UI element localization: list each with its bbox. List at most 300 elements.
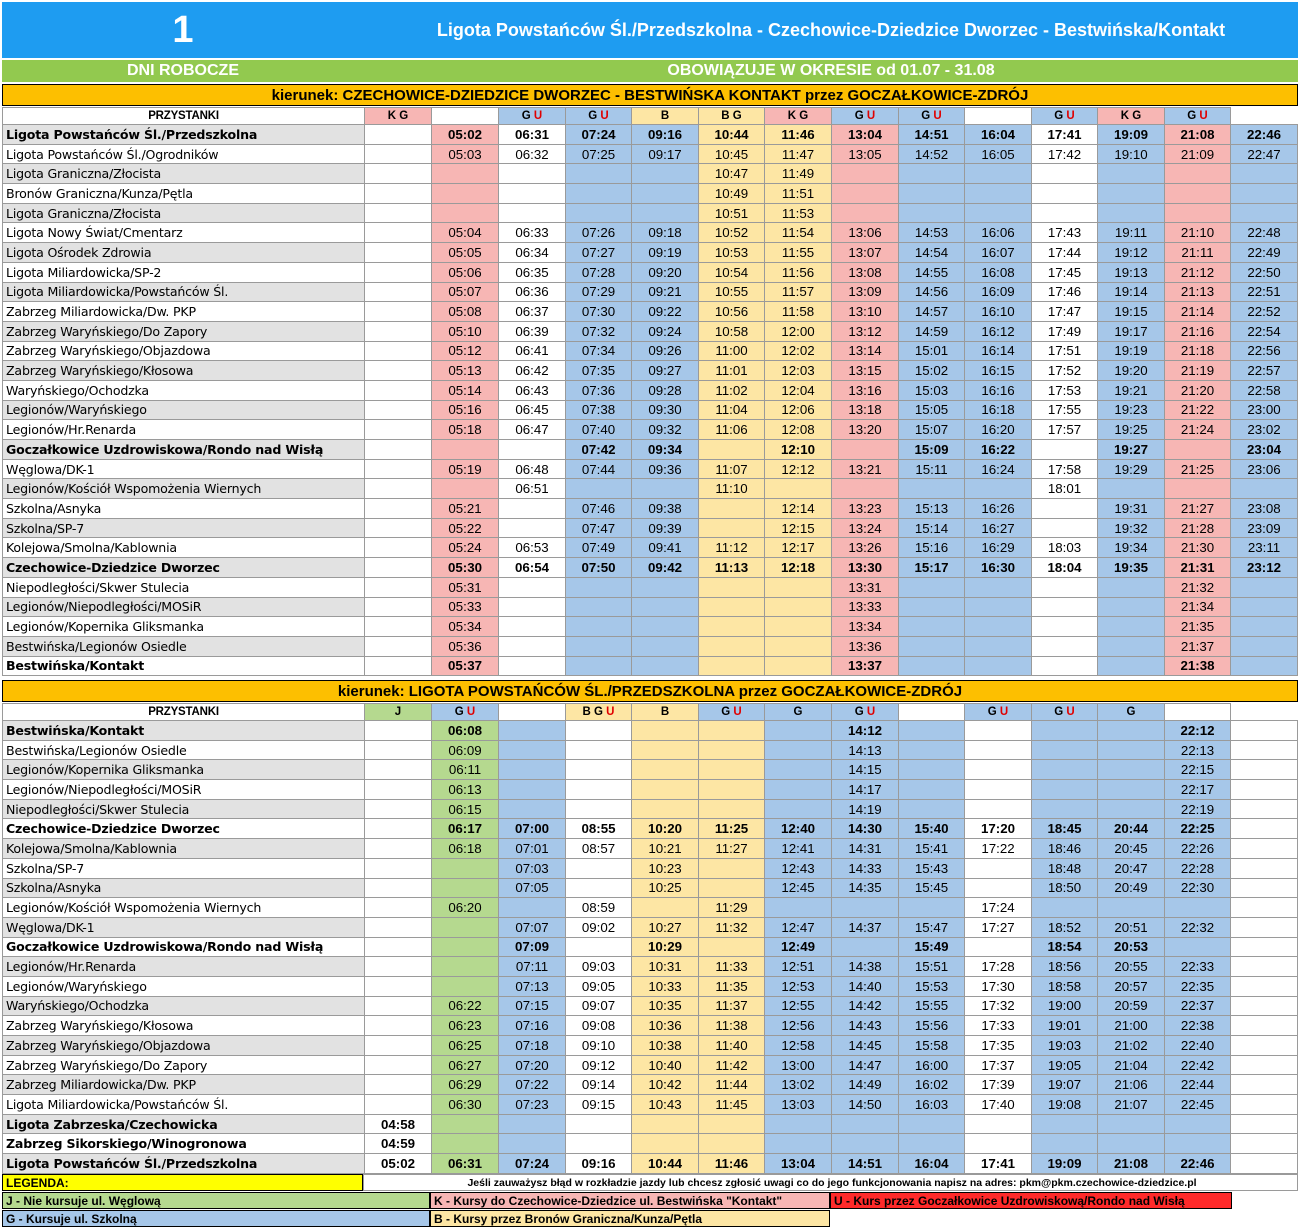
departure-time: 22:48 [1231, 223, 1298, 243]
stop-name: Niepodległości/Skwer Stulecia [3, 577, 365, 597]
departure-time: 19:31 [1098, 499, 1165, 519]
departure-time: 12:00 [765, 321, 832, 341]
departure-time: 19:09 [1098, 125, 1165, 145]
departure-time [1032, 164, 1098, 184]
departure-time: 09:15 [566, 1095, 632, 1115]
departure-time [365, 262, 432, 282]
departure-time: 06:42 [499, 361, 566, 381]
departure-time [1098, 799, 1165, 819]
departure-time [1098, 479, 1165, 499]
departure-time: 21:10 [1165, 223, 1231, 243]
departure-time [499, 617, 566, 637]
departure-time [632, 1134, 699, 1154]
dir1-row [3, 459, 1298, 479]
departure-time: 16:24 [965, 459, 1032, 479]
subheader [2, 60, 1298, 82]
departure-time [632, 184, 699, 204]
departure-time: 19:14 [1098, 282, 1165, 302]
departure-time: 12:10 [765, 440, 832, 460]
course-marker-label: G [987, 706, 997, 718]
dir1-row [3, 617, 1298, 637]
dir2-course-marker [365, 704, 432, 721]
departure-time: 19:01 [1032, 1016, 1098, 1036]
departure-time [1098, 184, 1165, 204]
departure-time: 11:49 [765, 164, 832, 184]
departure-time: 11:02 [699, 380, 765, 400]
departure-time: 20:44 [1098, 819, 1165, 839]
departure-time: 17:28 [965, 957, 1032, 977]
departure-time [699, 780, 765, 800]
departure-time: 23:04 [1231, 440, 1298, 460]
departure-time [899, 780, 965, 800]
course-marker-u: U [863, 706, 876, 718]
departure-time: 10:43 [632, 1095, 699, 1115]
departure-time: 19:09 [1032, 1154, 1098, 1174]
departure-time: 06:34 [499, 243, 566, 263]
dir1-row [3, 223, 1298, 243]
departure-time [1231, 656, 1298, 676]
departure-time: 14:56 [899, 282, 965, 302]
departure-time: 09:27 [632, 361, 699, 381]
departure-time [365, 799, 432, 819]
departure-time [365, 937, 432, 957]
departure-time: 21:09 [1165, 144, 1231, 164]
departure-time [765, 780, 832, 800]
direction-1-title: kierunek: CZECHOWICE-DZIEDZICE DWORZEC - BESTWIŃSKA KONTAKT przez GOCZAŁKOWICE-ZDRÓJ [2, 84, 1298, 106]
departure-time: 14:17 [832, 780, 899, 800]
departure-time: 15:05 [899, 400, 965, 420]
stop-name: Legionów/Kopernika Gliksmanka [3, 617, 365, 637]
departure-time: 11:38 [699, 1016, 765, 1036]
departure-time [1165, 203, 1231, 223]
dir1-course-marker [566, 108, 632, 125]
departure-time: 11:13 [699, 558, 765, 578]
stop-name: Bronów Graniczna/Kunza/Pętla [3, 184, 365, 204]
departure-time [632, 760, 699, 780]
departure-time: 14:40 [832, 976, 899, 996]
departure-time: 16:14 [965, 341, 1032, 361]
departure-time: 13:14 [832, 341, 899, 361]
legend-u: U - Kurs przez Goczałkowice Uzdrowiskową/Rondo nad Wisłą [830, 1192, 1232, 1209]
departure-time: 17:52 [1032, 361, 1098, 381]
legend-j: J - Nie kursuje ul. Węglową [2, 1192, 430, 1209]
departure-time: 13:18 [832, 400, 899, 420]
course-marker-u: U [1196, 110, 1208, 122]
departure-time [365, 538, 432, 558]
course-marker-u: U [602, 706, 615, 718]
departure-time: 22:13 [1165, 740, 1231, 760]
departure-time [365, 898, 432, 918]
departure-time: 05:05 [432, 243, 499, 263]
departure-time: 17:41 [1032, 125, 1098, 145]
dir2-course-marker [832, 704, 899, 721]
departure-time [765, 656, 832, 676]
departure-time: 09:20 [632, 262, 699, 282]
departure-time: 05:07 [432, 282, 499, 302]
departure-time: 11:58 [765, 302, 832, 322]
dir1-course-marker [832, 108, 899, 125]
departure-time [365, 740, 432, 760]
dir2-row [3, 819, 1298, 839]
departure-time: 21:19 [1165, 361, 1231, 381]
stop-name: Ligota Zabrzeska/Czechowicka [3, 1114, 365, 1134]
departure-time [1231, 636, 1298, 656]
departure-time: 09:36 [632, 459, 699, 479]
departure-time [899, 1114, 965, 1134]
departure-time [832, 1134, 899, 1154]
departure-time: 06:48 [499, 459, 566, 479]
dir1-row [3, 144, 1298, 164]
dir2-stops-header: PRZYSTANKI [3, 704, 365, 721]
departure-time: 21:20 [1165, 380, 1231, 400]
departure-time: 06:45 [499, 400, 566, 420]
departure-time [566, 799, 632, 819]
departure-time: 22:47 [1231, 144, 1298, 164]
departure-time: 12:45 [765, 878, 832, 898]
departure-time [965, 577, 1032, 597]
departure-time: 09:39 [632, 518, 699, 538]
departure-time: 11:29 [699, 898, 765, 918]
dir1-row [3, 262, 1298, 282]
departure-time [499, 164, 566, 184]
stop-name: Legionów/Waryńskiego [3, 976, 365, 996]
timetable-direction-1 [2, 107, 1298, 676]
departure-time: 22:46 [1231, 125, 1298, 145]
departure-time: 17:30 [965, 976, 1032, 996]
departure-time [432, 937, 499, 957]
dir1-row [3, 341, 1298, 361]
departure-time [1098, 1134, 1165, 1154]
departure-time [899, 740, 965, 760]
departure-time [1231, 937, 1298, 957]
departure-time: 13:33 [832, 597, 899, 617]
departure-time [832, 937, 899, 957]
departure-time: 18:03 [1032, 538, 1098, 558]
departure-time [365, 878, 432, 898]
departure-time [899, 636, 965, 656]
departure-time: 16:12 [965, 321, 1032, 341]
departure-time: 11:44 [699, 1075, 765, 1095]
departure-time [499, 780, 566, 800]
departure-time [1231, 164, 1298, 184]
departure-time: 15:02 [899, 361, 965, 381]
departure-time: 11:10 [699, 479, 765, 499]
departure-time: 21:22 [1165, 400, 1231, 420]
departure-time: 18:54 [1032, 937, 1098, 957]
departure-time: 14:30 [832, 819, 899, 839]
dir2-row [3, 740, 1298, 760]
departure-time: 13:09 [832, 282, 899, 302]
departure-time: 09:26 [632, 341, 699, 361]
departure-time: 22:54 [1231, 321, 1298, 341]
departure-time [1032, 184, 1098, 204]
departure-time: 22:56 [1231, 341, 1298, 361]
departure-time: 11:12 [699, 538, 765, 558]
departure-time: 13:16 [832, 380, 899, 400]
dir2-row [3, 1055, 1298, 1075]
stop-name: Węglowa/DK-1 [3, 459, 365, 479]
departure-time [699, 937, 765, 957]
dir2-row [3, 1134, 1298, 1154]
departure-time: 22:19 [1165, 799, 1231, 819]
departure-time [832, 203, 899, 223]
departure-time [365, 125, 432, 145]
departure-time: 15:14 [899, 518, 965, 538]
departure-time: 22:30 [1165, 878, 1231, 898]
departure-time: 20:53 [1098, 937, 1165, 957]
departure-time: 12:02 [765, 341, 832, 361]
departure-time: 07:18 [499, 1036, 566, 1056]
departure-time: 21:02 [1098, 1036, 1165, 1056]
departure-time: 11:47 [765, 144, 832, 164]
departure-time: 22:26 [1165, 839, 1231, 859]
course-marker-u: U [597, 110, 609, 122]
dir1-course-marker [965, 108, 1032, 125]
departure-time: 13:06 [832, 223, 899, 243]
departure-time: 12:41 [765, 839, 832, 859]
departure-time [632, 597, 699, 617]
departure-time [365, 144, 432, 164]
departure-time [1032, 780, 1098, 800]
dir1-row [3, 420, 1298, 440]
departure-time: 14:54 [899, 243, 965, 263]
departure-time: 07:00 [499, 819, 566, 839]
departure-time: 21:18 [1165, 341, 1231, 361]
departure-time: 19:27 [1098, 440, 1165, 460]
departure-time: 15:07 [899, 420, 965, 440]
departure-time: 07:40 [566, 420, 632, 440]
dir2-row [3, 1075, 1298, 1095]
departure-time: 07:07 [499, 917, 566, 937]
departure-time [899, 577, 965, 597]
departure-time: 06:39 [499, 321, 566, 341]
departure-time [566, 858, 632, 878]
departure-time [965, 1114, 1032, 1134]
departure-time [1098, 617, 1165, 637]
departure-time: 11:04 [699, 400, 765, 420]
departure-time: 13:34 [832, 617, 899, 637]
departure-time: 19:15 [1098, 302, 1165, 322]
departure-time [899, 656, 965, 676]
departure-time: 17:42 [1032, 144, 1098, 164]
departure-time: 14:33 [832, 858, 899, 878]
departure-time: 17:58 [1032, 459, 1098, 479]
departure-time [899, 479, 965, 499]
dir1-course-marker [632, 108, 699, 125]
departure-time: 22:12 [1165, 721, 1231, 741]
departure-time: 11:27 [699, 839, 765, 859]
departure-time [499, 203, 566, 223]
departure-time: 22:45 [1165, 1095, 1231, 1115]
stop-name: Bestwińska/Kontakt [3, 721, 365, 741]
departure-time: 23:02 [1231, 420, 1298, 440]
course-marker-label: G [1054, 706, 1064, 718]
stop-name: Ligota Miliardowicka/Powstańców Śl. [3, 282, 365, 302]
departure-time: 19:35 [1098, 558, 1165, 578]
departure-time: 05:30 [432, 558, 499, 578]
departure-time: 18:56 [1032, 957, 1098, 977]
stop-name: Ligota Miliardowicka/SP-2 [3, 262, 365, 282]
stop-name: Waryńskiego/Ochodzka [3, 996, 365, 1016]
departure-time: 22:44 [1165, 1075, 1231, 1095]
dir2-row [3, 1036, 1298, 1056]
departure-time: 07:24 [566, 125, 632, 145]
departure-time: 09:16 [566, 1154, 632, 1174]
departure-time: 14:47 [832, 1055, 899, 1075]
departure-time: 06:11 [432, 760, 499, 780]
dir2-row [3, 1114, 1298, 1134]
stop-name: Bestwińska/Legionów Osiedle [3, 636, 365, 656]
departure-time: 10:44 [699, 125, 765, 145]
departure-time [832, 479, 899, 499]
dir2-course-marker [499, 704, 566, 721]
departure-time [1032, 760, 1098, 780]
departure-time: 05:19 [432, 459, 499, 479]
departure-time [965, 617, 1032, 637]
departure-time: 10:38 [632, 1036, 699, 1056]
departure-time [365, 459, 432, 479]
departure-time: 19:13 [1098, 262, 1165, 282]
departure-time: 16:15 [965, 361, 1032, 381]
departure-time [965, 184, 1032, 204]
departure-time: 13:00 [765, 1055, 832, 1075]
stop-name: Szkolna/Asnyka [3, 878, 365, 898]
dir2-row [3, 839, 1298, 859]
departure-time: 12:40 [765, 819, 832, 839]
departure-time [965, 780, 1032, 800]
departure-time: 06:13 [432, 780, 499, 800]
dir2-row [3, 760, 1298, 780]
dir1-row [3, 479, 1298, 499]
departure-time: 20:47 [1098, 858, 1165, 878]
dir1-row [3, 577, 1298, 597]
departure-time [632, 577, 699, 597]
dir1-stops-header: PRZYSTANKI [3, 108, 365, 125]
departure-time: 07:34 [566, 341, 632, 361]
departure-time: 07:50 [566, 558, 632, 578]
departure-time [499, 740, 566, 760]
departure-time: 11:53 [765, 203, 832, 223]
stop-name: Ligota Powstańców Śl./Przedszkolna [3, 125, 365, 145]
departure-time: 06:47 [499, 420, 566, 440]
departure-time: 06:09 [432, 740, 499, 760]
departure-time: 06:51 [499, 479, 566, 499]
departure-time: 17:43 [1032, 223, 1098, 243]
departure-time [365, 341, 432, 361]
dir1-course-marker [1032, 108, 1098, 125]
departure-time: 13:30 [832, 558, 899, 578]
departure-time [699, 656, 765, 676]
departure-time [365, 400, 432, 420]
direction-2-title: kierunek: LIGOTA POWSTAŃCÓW ŚL./PRZEDSZKOLNA przez GOCZAŁKOWICE-ZDRÓJ [2, 680, 1298, 702]
dir1-row [3, 538, 1298, 558]
departure-time [432, 440, 499, 460]
legend-k: K - Kursy do Czechowice-Dziedzice ul. Bestwińska "Kontakt" [430, 1192, 830, 1209]
departure-time: 07:24 [499, 1154, 566, 1174]
departure-time: 09:02 [566, 917, 632, 937]
departure-time: 21:08 [1165, 125, 1231, 145]
dir1-row [3, 400, 1298, 420]
departure-time: 11:33 [699, 957, 765, 977]
departure-time: 07:15 [499, 996, 566, 1016]
departure-time: 10:44 [632, 1154, 699, 1174]
departure-time [1231, 1075, 1298, 1095]
departure-time: 07:44 [566, 459, 632, 479]
departure-time [965, 636, 1032, 656]
departure-time [365, 361, 432, 381]
departure-time: 16:05 [965, 144, 1032, 164]
departure-time [1231, 1154, 1298, 1174]
stop-name: Bestwińska/Legionów Osiedle [3, 740, 365, 760]
departure-time: 13:31 [832, 577, 899, 597]
dir1-row [3, 321, 1298, 341]
departure-time: 15:41 [899, 839, 965, 859]
departure-time: 14:52 [899, 144, 965, 164]
departure-time [1231, 1036, 1298, 1056]
course-marker-u: U [530, 110, 543, 122]
departure-time: 21:31 [1165, 558, 1231, 578]
departure-time [965, 721, 1032, 741]
departure-time: 20:57 [1098, 976, 1165, 996]
departure-time [432, 164, 499, 184]
departure-time: 14:51 [899, 125, 965, 145]
departure-time [365, 721, 432, 741]
departure-time: 11:37 [699, 996, 765, 1016]
departure-time: 09:19 [632, 243, 699, 263]
departure-time [899, 799, 965, 819]
departure-time: 20:55 [1098, 957, 1165, 977]
departure-time [365, 479, 432, 499]
departure-time: 16:08 [965, 262, 1032, 282]
departure-time: 11:00 [699, 341, 765, 361]
departure-time: 16:27 [965, 518, 1032, 538]
departure-time: 15:01 [899, 341, 965, 361]
departure-time: 17:35 [965, 1036, 1032, 1056]
departure-time: 14:42 [832, 996, 899, 1016]
stop-name: Legionów/Waryńskiego [3, 400, 365, 420]
departure-time: 10:20 [632, 819, 699, 839]
departure-time: 19:25 [1098, 420, 1165, 440]
departure-time [832, 1114, 899, 1134]
departure-time: 12:14 [765, 499, 832, 519]
stop-name: Goczałkowice Uzdrowiskowa/Rondo nad Wisłą [3, 440, 365, 460]
departure-time: 05:04 [432, 223, 499, 243]
departure-time: 16:04 [965, 125, 1032, 145]
departure-time [1098, 898, 1165, 918]
departure-time [1231, 1095, 1298, 1115]
departure-time [632, 656, 699, 676]
departure-time: 11:51 [765, 184, 832, 204]
departure-time [1165, 479, 1231, 499]
departure-time: 09:14 [566, 1075, 632, 1095]
departure-time: 17:45 [1032, 262, 1098, 282]
departure-time: 07:13 [499, 976, 566, 996]
departure-time [1165, 937, 1231, 957]
departure-time: 15:03 [899, 380, 965, 400]
departure-time: 22:58 [1231, 380, 1298, 400]
departure-time [499, 577, 566, 597]
departure-time [566, 597, 632, 617]
departure-time [1032, 518, 1098, 538]
departure-time: 09:34 [632, 440, 699, 460]
departure-time: 19:23 [1098, 400, 1165, 420]
departure-time [765, 740, 832, 760]
departure-time: 07:38 [566, 400, 632, 420]
departure-time [566, 636, 632, 656]
departure-time: 09:10 [566, 1036, 632, 1056]
departure-time: 16:26 [965, 499, 1032, 519]
departure-time: 08:55 [566, 819, 632, 839]
